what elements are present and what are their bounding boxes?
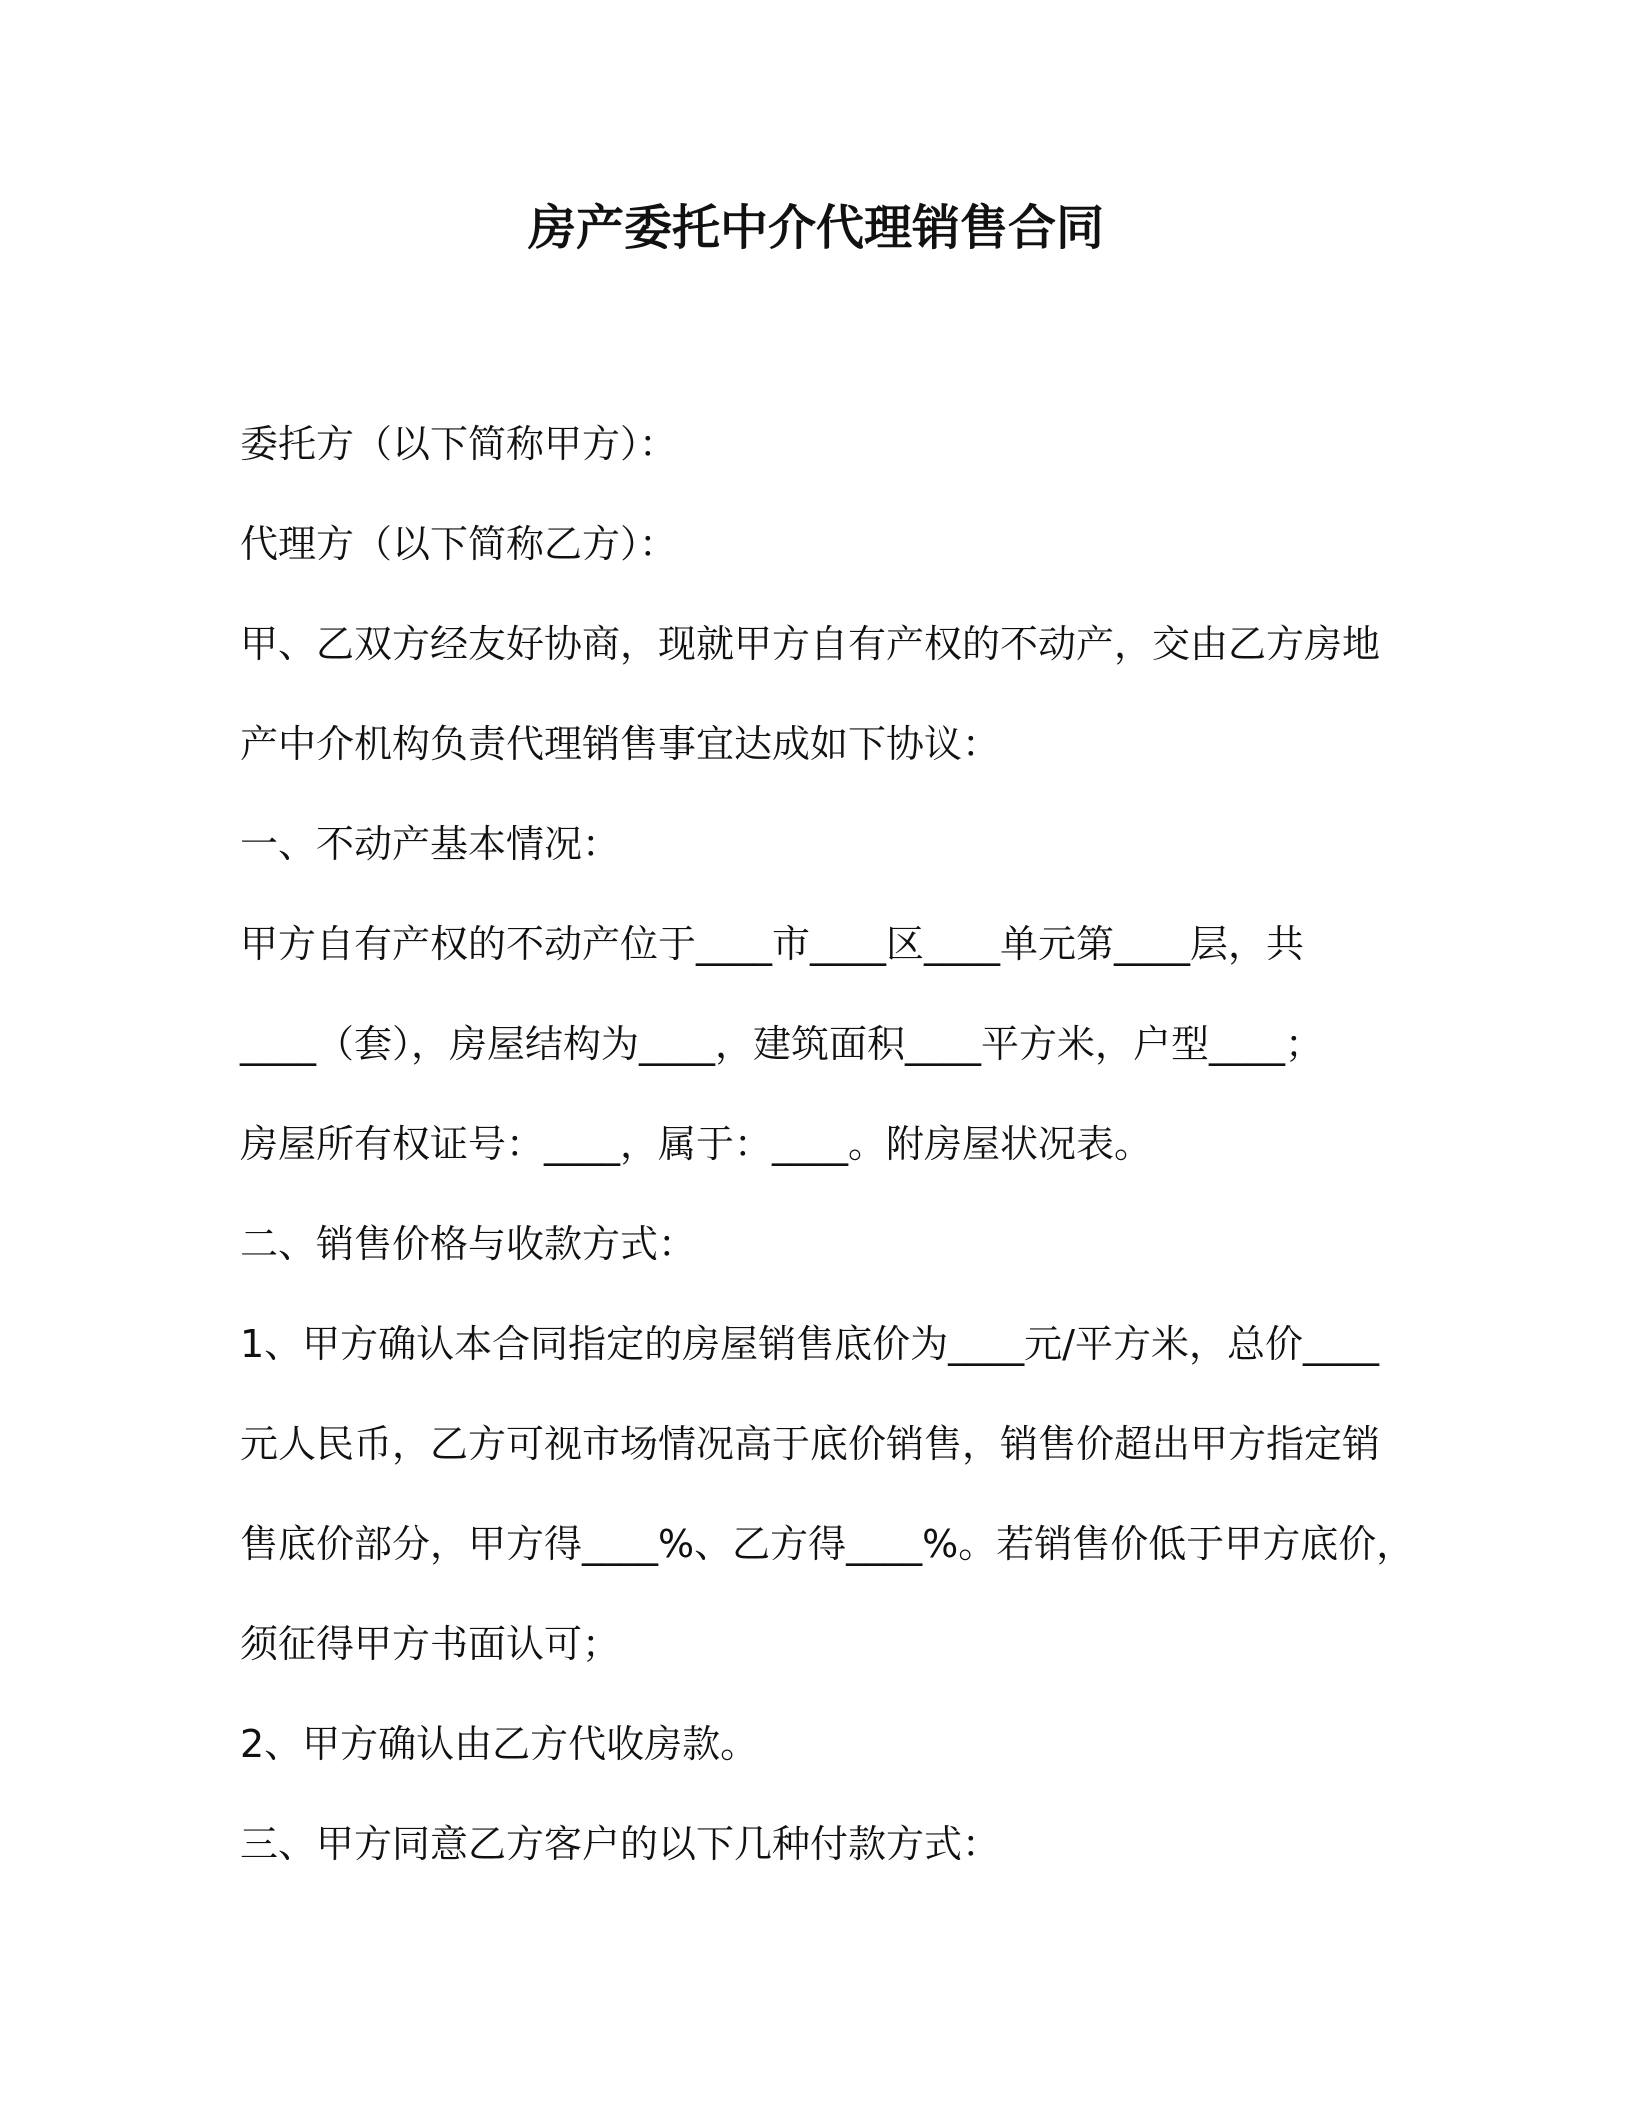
client-party-line: 委托方（以下简称甲方）： xyxy=(240,422,678,466)
document-title: 房产委托中介代理销售合同 xyxy=(527,200,1104,256)
property-info-line-1: 甲方自有产权的不动产位于____市____区____单元第____层，共 xyxy=(240,922,1305,966)
preamble-line-2: 产中介机构负责代理销售事宜达成如下协议： xyxy=(240,722,1001,766)
section-1-heading: 一、不动产基本情况： xyxy=(240,822,621,866)
preamble-line-1: 甲、乙双方经友好协商，现就甲方自有产权的不动产，交由乙方房地 xyxy=(240,622,1381,666)
price-clause-line-3: 售底价部分，甲方得____%、乙方得____%。若销售价低于甲方底价， xyxy=(240,1522,1415,1566)
property-info-line-3: 房屋所有权证号：____，属于：____。附房屋状况表。 xyxy=(240,1122,1153,1166)
collection-clause-line: 2、甲方确认由乙方代收房款。 xyxy=(240,1722,759,1766)
property-info-line-2: ____（套），房屋结构为____，建筑面积____平方米，户型____； xyxy=(240,1022,1324,1066)
price-clause-line-1: 1、甲方确认本合同指定的房屋销售底价为____元/平方米，总价____ xyxy=(240,1322,1379,1366)
price-clause-line-4: 须征得甲方书面认可； xyxy=(240,1622,621,1666)
agent-party-line: 代理方（以下简称乙方）： xyxy=(240,522,678,566)
price-clause-line-2: 元人民币，乙方可视市场情况高于底价销售，销售价超出甲方指定销 xyxy=(240,1422,1381,1466)
section-2-heading: 二、销售价格与收款方式： xyxy=(240,1222,697,1266)
section-3-heading: 三、甲方同意乙方客户的以下几种付款方式： xyxy=(240,1822,1001,1866)
